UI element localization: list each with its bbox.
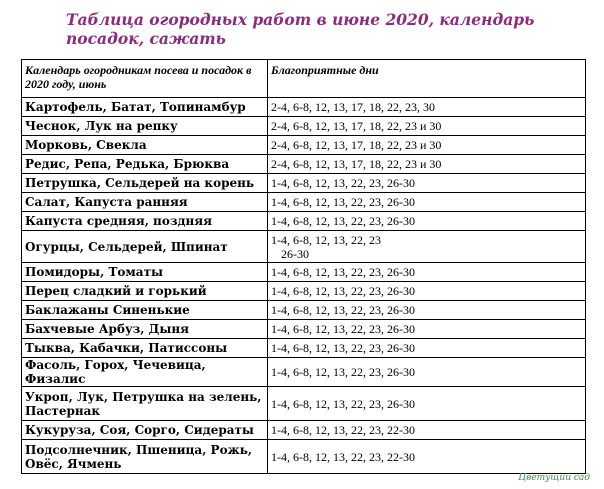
- days-cell: 1-4, 6-8, 12, 13, 22, 23, 26-30: [268, 282, 586, 301]
- days-cell: 1-4, 6-8, 12, 13, 22, 23, 26-30: [268, 174, 586, 193]
- table-row: [22, 301, 586, 320]
- days-line: 1-4, 6-8, 12, 13, 22, 23: [271, 232, 381, 247]
- crop-cell: Помидоры, Томаты: [22, 263, 268, 282]
- table-row: [22, 117, 586, 136]
- crop-cell: Фасоль, Горох, Чечевица, Физалис: [22, 358, 268, 387]
- days-cell: 1-4, 6-8, 12, 13, 22, 23, 26-30: [268, 387, 586, 421]
- watermark: Цветущий сад: [518, 473, 590, 483]
- table-row: [22, 212, 586, 231]
- header-days: Благоприятные дни: [268, 60, 586, 98]
- table-row: [22, 421, 586, 440]
- crop-cell: Петрушка, Сельдерей на корень: [22, 174, 268, 193]
- crop-cell: Огурцы, Сельдерей, Шпинат: [22, 231, 268, 263]
- days-cell: 1-4, 6-8, 12, 13, 22, 23, 26-30: [268, 193, 586, 212]
- table-header-row: [22, 60, 586, 98]
- header-crop: Календарь огородникам посева и посадок в 2020 году, июнь: [22, 60, 268, 98]
- days-cell: 1-4, 6-8, 12, 13, 22, 23, 26-30: [268, 339, 586, 358]
- crop-cell: Кукуруза, Соя, Сорго, Сидераты: [22, 421, 268, 440]
- days-cell: 1-4, 6-8, 12, 13, 22, 23, 26-30: [268, 358, 586, 387]
- crop-cell: Перец сладкий и горький: [22, 282, 268, 301]
- crop-cell: Подсолнечник, Пшеница, Рожь, Овёс, Ячмень: [22, 440, 268, 474]
- crop-cell: Редис, Репа, Редька, Брюква: [22, 155, 268, 174]
- table-row: [22, 155, 586, 174]
- days-cell: 1-4, 6-8, 12, 13, 22, 23, 26-30: [268, 301, 586, 320]
- days-cell: 1-4, 6-8, 12, 13, 22, 23, 22-30: [268, 440, 586, 474]
- crop-cell: Тыква, Кабачки, Патиссоны: [22, 339, 268, 358]
- days-cell: 2-4, 6-8, 12, 13, 17, 18, 22, 23 и 30: [268, 136, 586, 155]
- crop-cell: Капуста средняя, поздняя: [22, 212, 268, 231]
- crop-cell: Картофель, Батат, Топинамбур: [22, 98, 268, 117]
- days-cell: 2-4, 6-8, 12, 13, 17, 18, 22, 23 и 30: [268, 117, 586, 136]
- crop-cell: Баклажаны Синенькие: [22, 301, 268, 320]
- table-row: [22, 358, 586, 387]
- table-row: [22, 320, 586, 339]
- crop-cell: Чеснок, Лук на репку: [22, 117, 268, 136]
- table-row: [22, 282, 586, 301]
- crop-cell: Морковь, Свекла: [22, 136, 268, 155]
- table-row: [22, 339, 586, 358]
- days-line-2: 26-30: [281, 246, 309, 261]
- table-row: [22, 387, 586, 421]
- page-title: Таблица огородных работ в июне 2020, календарь посадок, сажать: [66, 10, 535, 48]
- table-row: [22, 440, 586, 474]
- table-row: [22, 231, 586, 263]
- table-row: [22, 193, 586, 212]
- table-row: [22, 263, 586, 282]
- days-cell: [268, 231, 586, 263]
- table-row: [22, 136, 586, 155]
- crop-cell: Укроп, Лук, Петрушка на зелень, Пастернак: [22, 387, 268, 421]
- days-cell: 1-4, 6-8, 12, 13, 22, 23, 22-30: [268, 421, 586, 440]
- table-row: [22, 174, 586, 193]
- days-cell: 2-4, 6-8, 12, 13, 17, 18, 22, 23, 30: [268, 98, 586, 117]
- days-cell: 1-4, 6-8, 12, 13, 22, 23, 26-30: [268, 263, 586, 282]
- days-cell: 1-4, 6-8, 12, 13, 22, 23, 26-30: [268, 320, 586, 339]
- table-row: [22, 98, 586, 117]
- days-cell: 2-4, 6-8, 12, 13, 17, 18, 22, 23 и 30: [268, 155, 586, 174]
- crop-cell: Салат, Капуста ранняя: [22, 193, 268, 212]
- crop-cell: Бахчевые Арбуз, Дыня: [22, 320, 268, 339]
- planting-calendar-table: [21, 59, 586, 474]
- days-cell: 1-4, 6-8, 12, 13, 22, 23, 26-30: [268, 212, 586, 231]
